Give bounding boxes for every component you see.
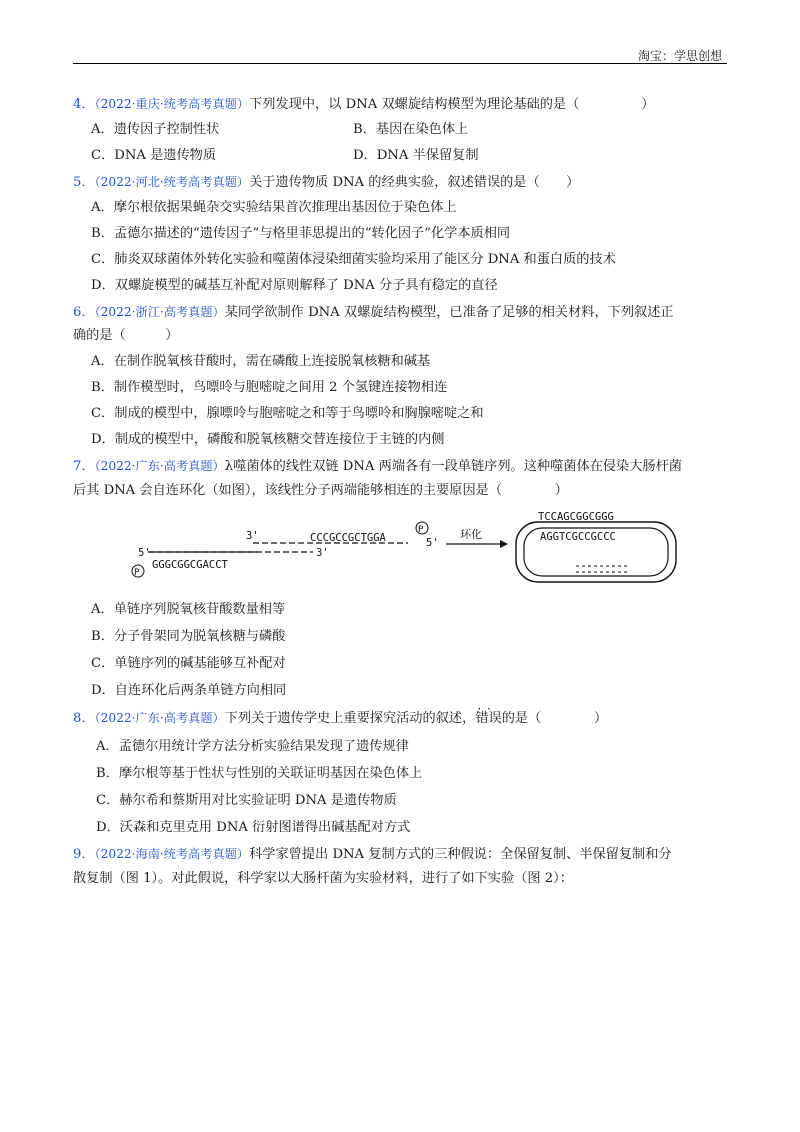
question-source: （2022·河北·统考高考真题）	[94, 175, 250, 189]
question-text: 下列发现中，以 DNA 双螺旋结构模型为理论基础的是（	[249, 97, 580, 112]
question-number: 9．	[73, 847, 95, 862]
option-a: A．单链序列脱氧核苷酸数量相等	[91, 602, 286, 617]
question-number: 6．	[73, 305, 95, 320]
arrow-head-icon	[500, 540, 508, 548]
page-header: 淘宝：学思创想	[637, 49, 722, 63]
question-source: （2022·广东·高考真题）	[94, 459, 225, 473]
question-9-stem-line2: 散复制（图 1）。对此假说，科学家以大肠杆菌为实验材料，进行了如下实验（图 2）：	[73, 871, 573, 886]
question-number: 5．	[73, 175, 95, 190]
question-text: 科学家曾提出 DNA 复制方式的三种假说：全保留复制、半保留复制和分	[249, 847, 672, 862]
option-d: D．沃森和克里克用 DNA 衍射图谱得出碱基配对方式	[96, 820, 411, 835]
question-text: 下列关于遗传学史上重要探究活动的叙述，	[224, 711, 476, 726]
option-c: C．肺炎双球菌体外转化实验和噬菌体浸染细菌实验均采用了能区分 DNA 和蛋白质的技术	[91, 252, 616, 267]
phosphate-label: P	[418, 525, 424, 535]
option-d: D．DNA 半保留复制	[353, 148, 479, 163]
question-text: λ噬菌体的线性双链 DNA 两端各有一段单链序列。这种噬菌体在侵染大肠杆菌	[224, 459, 682, 474]
question-8-stem	[73, 708, 607, 729]
option-b: B．孟德尔描述的“遗传因子”与格里菲思提出的“转化因子”化学本质相同	[91, 226, 511, 241]
question-source: （2022·海南·统考高考真题）	[94, 847, 250, 861]
option-c: C．赫尔希和蔡斯用对比实验证明 DNA 是遗传物质	[96, 793, 397, 808]
question-7-stem	[73, 456, 682, 477]
option-b: B．摩尔根等基于性状与性别的关联证明基因在染色体上	[96, 766, 423, 781]
question-6-stem	[73, 302, 674, 323]
option-a: A．在制作脱氧核苷酸时，需在磷酸上连接脱氧核糖和碱基	[91, 354, 431, 369]
ring-top-sequence: TCCAGCGGCGGG	[538, 511, 614, 523]
top-strand-sequence: CCCGCCGCTGGA	[310, 532, 386, 544]
option-b: B．制作模型时，鸟嘌呤与胞嘧啶之间用 2 个氢键连接物相连	[91, 380, 448, 395]
question-source: （2022·浙江·高考真题）	[94, 305, 225, 319]
option-a: A．孟德尔用统计学方法分析实验结果发现了遗传规律	[96, 739, 409, 754]
option-b: B．分子骨架同为脱氧核糖与磷酸	[91, 629, 286, 644]
emphasis-word: · · 错误	[475, 709, 501, 729]
arrow-label: 环化	[460, 528, 482, 541]
question-text-end: ）	[641, 97, 655, 112]
question-9-stem	[73, 844, 672, 865]
question-source: （2022·重庆·统考高考真题）	[94, 97, 250, 111]
label-5-prime: 5'	[426, 537, 439, 549]
label-3-prime: 3'	[316, 547, 329, 559]
question-6-stem-line2: 确的是（ ）	[73, 328, 179, 343]
option-b: B．基因在染色体上	[353, 122, 469, 137]
option-a: A．遗传因子控制性状	[91, 122, 220, 137]
question-text: 某同学欲制作 DNA 双螺旋结构模型，已准备了足够的相关材料，下列叙述正	[224, 305, 674, 320]
question-7-stem-line2: 后其 DNA 会自连环化（如图），该线性分子两端能够相连的主要原因是（ ）	[73, 483, 568, 498]
question-4-stem	[73, 94, 654, 115]
question-source: （2022·广东·高考真题）	[94, 711, 225, 725]
option-d: D．自连环化后两条单链方向相同	[91, 683, 287, 698]
option-d: D．双螺旋模型的碱基互补配对原则解释了 DNA 分子具有稳定的直径	[91, 278, 498, 293]
question-number: 7．	[73, 459, 95, 474]
option-c: C．DNA 是遗传物质	[91, 148, 217, 163]
option-c: C．单链序列的碱基能够互补配对	[91, 656, 286, 671]
option-d: D．制成的模型中，磷酸和脱氧核糖交替连接位于主链的内侧	[91, 432, 445, 447]
label-5-prime: 5'	[138, 547, 151, 559]
option-c: C．制成的模型中，腺嘌呤与胞嘧啶之和等于鸟嘌呤和胸腺嘧啶之和	[91, 406, 484, 421]
question-text: 关于遗传物质 DNA 的经典实验，叙述错误的是（ ）	[249, 175, 580, 190]
phosphate-label: P	[134, 568, 140, 578]
question-number: 8．	[73, 711, 95, 726]
question-5-stem	[73, 172, 579, 193]
label-3-prime: 3'	[246, 530, 259, 542]
header-rule	[73, 63, 727, 64]
dna-circularization-figure	[128, 508, 688, 588]
bottom-strand-sequence: GGGCGGCGACCT	[152, 559, 228, 571]
question-text-end: 的是（ ）	[501, 711, 608, 726]
ring-bottom-sequence: AGGTCGCCGCCC	[540, 531, 616, 543]
question-number: 4．	[73, 97, 95, 112]
option-a: A．摩尔根依据果蝇杂交实验结果首次推理出基因位于染色体上	[91, 200, 457, 215]
